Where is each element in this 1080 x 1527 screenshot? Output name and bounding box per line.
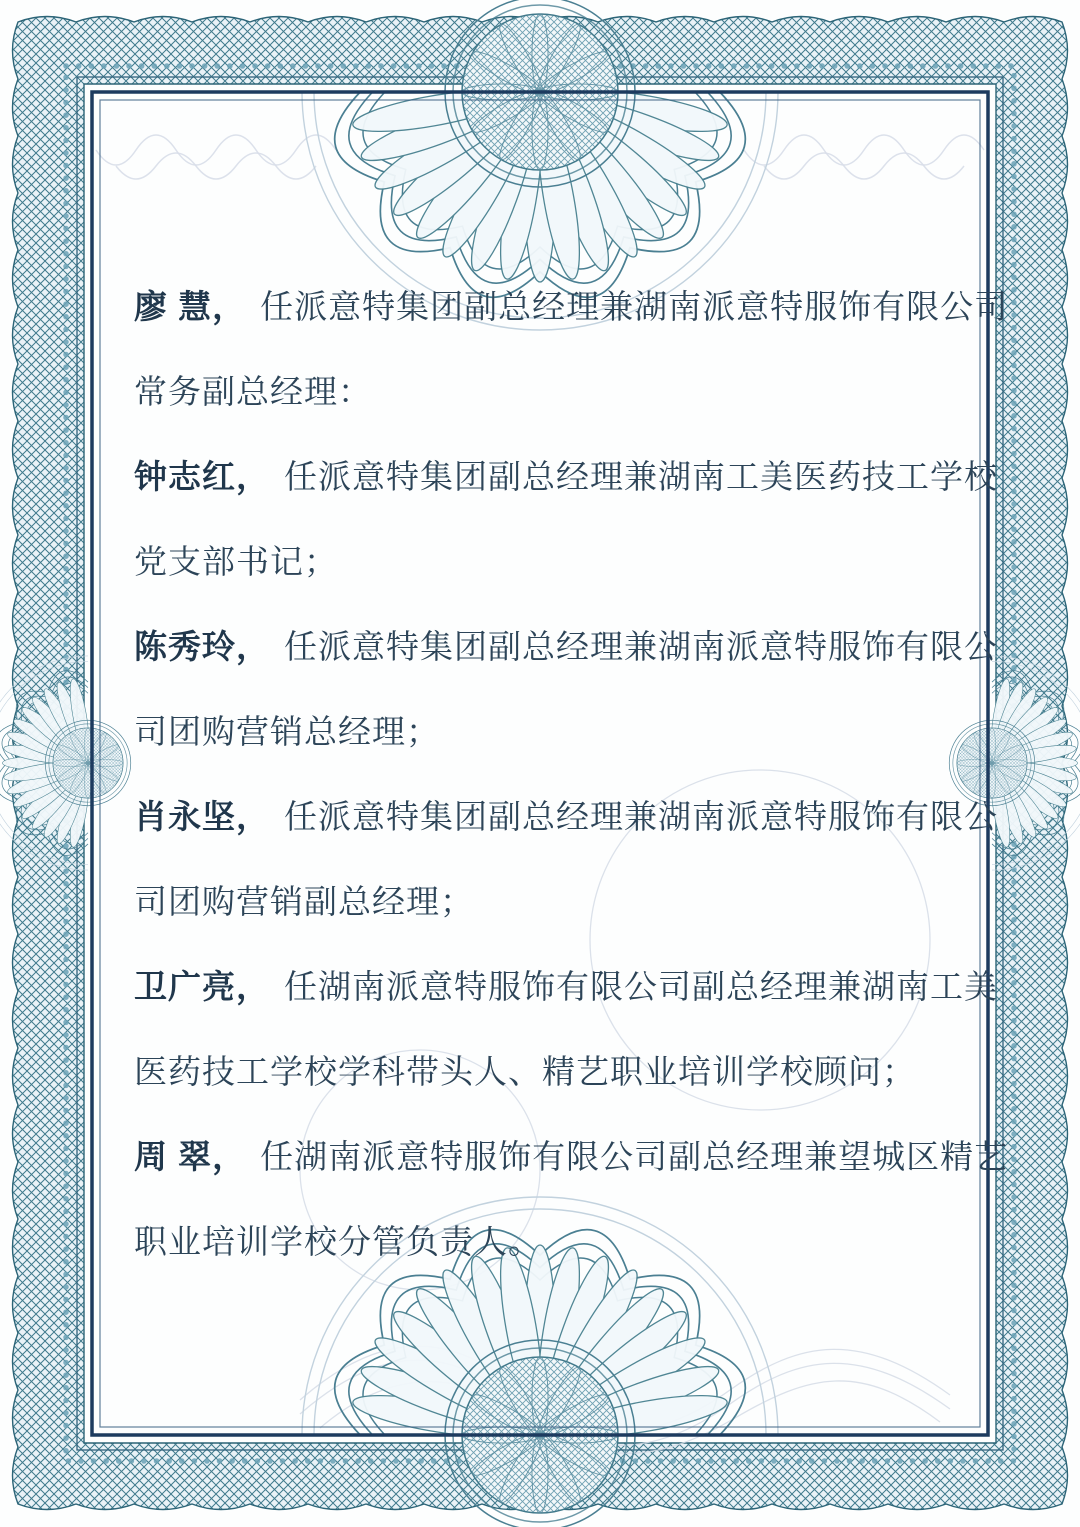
line-text: 任派意特集团副总经理兼湖南派意特服饰有限公	[284, 798, 998, 835]
line-text: 任派意特集团副总经理兼湖南派意特服饰有限公司	[260, 288, 1009, 325]
line-text: 职业培训学校分管负责人。	[134, 1223, 542, 1260]
line-text: 党支部书记；	[134, 543, 338, 580]
line-text: 任湖南派意特服饰有限公司副总经理兼望城区精艺	[260, 1138, 1009, 1175]
text-line	[134, 1199, 964, 1284]
text-line	[134, 774, 998, 859]
person-name: 周 翠，	[134, 1138, 247, 1175]
text-line	[134, 519, 964, 604]
person-name: 陈秀玲，	[134, 628, 270, 665]
text-line	[134, 859, 964, 944]
text-line	[134, 1029, 964, 1114]
line-text: 任派意特集团副总经理兼湖南派意特服饰有限公	[284, 628, 998, 665]
line-text: 司团购营销总经理；	[134, 713, 440, 750]
text-line	[134, 349, 964, 434]
text-line	[134, 434, 998, 519]
line-text: 医药技工学校学科带头人、精艺职业培训学校顾问；	[134, 1053, 916, 1090]
person-name: 廖 慧，	[134, 288, 247, 325]
person-name: 卫广亮，	[134, 968, 270, 1005]
line-text: 任派意特集团副总经理兼湖南工美医药技工学校	[284, 458, 998, 495]
right-medallion	[949, 656, 1080, 870]
line-text: 任湖南派意特服饰有限公司副总经理兼湖南工美	[284, 968, 998, 1005]
text-line	[134, 604, 998, 689]
person-name: 钟志红，	[134, 458, 270, 495]
line-text: 常务副总经理：	[134, 373, 372, 410]
notice-text-block	[134, 264, 1009, 1284]
text-line	[134, 1114, 1009, 1199]
line-text: 司团购营销副总经理；	[134, 883, 474, 920]
text-line	[134, 264, 1009, 349]
text-line	[134, 689, 964, 774]
left-medallion	[0, 656, 131, 870]
person-name: 肖永坚，	[134, 798, 270, 835]
text-line	[134, 944, 998, 1029]
